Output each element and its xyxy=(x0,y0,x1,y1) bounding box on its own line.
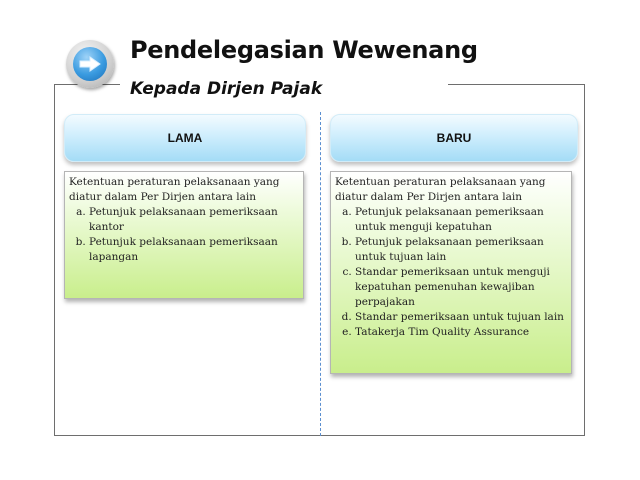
arrow-button[interactable] xyxy=(66,40,114,88)
list-item: a. Petunjuk pelaksanaan pemeriksaan kantor xyxy=(89,205,299,235)
arrow-button-face xyxy=(73,47,107,81)
baru-list xyxy=(335,205,567,340)
list-item: d. Standar pemeriksaan untuk tujuan lain xyxy=(355,310,567,325)
list-item: b. Petunjuk pelaksanaan pemeriksaan lapangan xyxy=(89,235,299,265)
page-subtitle: Kepada Dirjen Pajak xyxy=(130,79,323,99)
list-item: e. Tatakerja Tim Quality Assurance xyxy=(355,325,567,340)
lama-heading: LAMA xyxy=(64,114,306,162)
page-title: Pendelegasian Wewenang xyxy=(130,36,478,64)
baru-content-box xyxy=(330,171,572,374)
lama-content-box xyxy=(64,171,304,299)
baru-heading: BARU xyxy=(330,114,578,162)
baru-intro: Ketentuan peraturan pelaksanaan yang diatur dalam Per Dirjen antara lain xyxy=(335,176,546,203)
lama-intro: Ketentuan peraturan pelaksanaan yang diatur dalam Per Dirjen antara lain xyxy=(69,176,280,203)
list-item: a. Petunjuk pelaksanaan pemeriksaan untuk menguji kepatuhan xyxy=(355,205,567,235)
list-item: b. Petunjuk pelaksanaan pemeriksaan untuk tujuan lain xyxy=(355,235,567,265)
lama-list xyxy=(69,205,299,265)
right-arrow-icon xyxy=(79,56,101,72)
list-item: c. Standar pemeriksaan untuk menguji kepatuhan pemenuhan kewajiban perpajakan xyxy=(355,265,567,310)
column-divider xyxy=(320,112,321,436)
